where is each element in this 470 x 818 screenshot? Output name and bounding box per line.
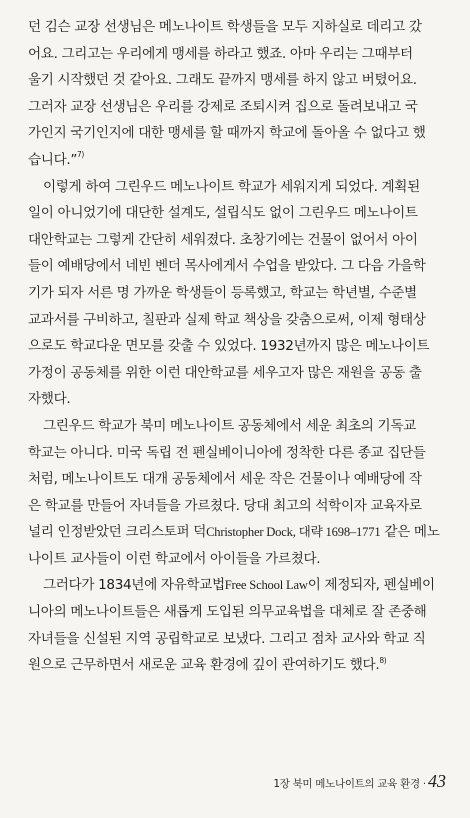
text-line [28,413,446,440]
text-line [28,626,446,653]
text-run: 가정이 공동체를 위한 이런 대안학교를 세우고자 많은 재원을 공동 출 [28,364,422,381]
text-run: 니아의 메노나이트들은 새롭게 도입된 의무교육법을 대체로 잘 존중해 [28,604,427,621]
text-line [28,280,446,307]
text-run: 자녀들을 신설된 지역 공립학교로 보냈다. 그리고 점차 교사와 학교 직 [28,630,426,647]
text-run: 가인지 국기인지에 대한 맹세를 할 때까지 학교에 돌아올 수 없다고 했 [28,125,426,142]
text-run: 들이 예배당에서 네빈 벤더 목사에게서 수업을 받았다. 그 다음 가을학 [28,258,426,275]
text-run: 기가 되자 서른 명 가까운 학생들이 등록했고, 학교는 학년별, 수준별 [28,284,417,301]
text-run: 그러다가 1834년에 자유학교법 [43,577,225,594]
page-number: 43 [428,771,446,791]
footnote-marker: 7) [77,150,85,160]
text-run: 원으로 근무하면서 새로운 교육 환경에 깊이 관여하기도 했다. [28,657,380,674]
text-line [28,120,446,147]
text-run: 이 제정되자, 펜실베이 [307,577,435,594]
text-run: 울기 시작했던 것 같아요. 그래도 끝까지 맹세를 하지 않고 버텼어요. [28,72,417,89]
text-run: 은 학교를 만들어 자녀들을 가르쳤다. 당대 최고의 석학이자 교육자로 [28,497,422,514]
text-run: 자했다. [28,391,71,408]
latin-gloss: Christopher Dock, 대략 1698–1771 [206,525,381,540]
text-line [28,333,446,360]
text-line [28,386,446,413]
text-line [28,41,446,68]
text-line [28,546,446,573]
text-run: 그린우드 학교가 북미 메노나이트 공동체에서 세운 최초의 기독교 [43,417,416,434]
text-line [28,440,446,467]
paragraph-free-school-law [28,572,446,678]
text-line [28,227,446,254]
paragraph-early-schools [28,413,446,573]
text-line [28,200,446,227]
paragraph-quote-end [28,14,446,174]
text-run: 일이 아니었기에 대단한 설계도, 설립식도 없이 그린우드 메노나이트 [28,205,418,222]
page-footer [273,771,446,792]
text-line [28,360,446,387]
text-run: 처럼, 메노나이트도 대개 공동체에서 세운 작은 건물이나 예배당에 작 [28,471,422,488]
running-head: 1장 북미 메노나이트의 교육 환경 [273,778,420,790]
text-line [28,599,446,626]
text-line [28,253,446,280]
text-run: 학교는 아니다. 미국 독립 전 펜실베이니아에 정착한 다른 종교 집단들 [28,444,426,461]
text-run: 던 김슨 교장 선생님은 메노나이트 학생들을 모두 지하실로 데리고 갔 [28,19,422,35]
running-head-separator: · [422,779,426,790]
text-run: 교과서를 구비하고, 칠판과 실제 학교 책상을 갖춤으로써, 이제 형태상 [28,311,426,328]
text-run: 나이트 교사들이 이런 학교에서 아이들을 가르쳤다. [28,550,321,567]
latin-gloss: Free School Law [224,578,308,593]
footnote-marker: 8) [379,655,387,665]
text-line [28,14,446,41]
paragraph-school-founding [28,174,446,413]
text-run: 대안학교는 그렇게 간단히 세워졌다. 초창기에는 건물이 없어서 아이 [28,231,418,248]
text-run: 습니다.” [28,151,78,168]
text-line [28,94,446,121]
text-line [28,174,446,201]
text-run: 같은 메노 [380,524,440,541]
text-line [28,572,446,599]
text-line [28,493,446,520]
text-line [28,466,446,493]
text-line [28,67,446,94]
text-line [28,519,446,546]
text-run: 이렇게 하여 그린우드 메노나이트 학교가 세워지게 되었다. 계획된 [43,178,420,195]
text-line [28,147,446,174]
text-run: 어요. 그리고는 우리에게 맹세를 하라고 했죠. 아마 우리는 그때부터 [28,45,413,62]
text-run: 그러자 교장 선생님은 우리를 강제로 조퇴시켜 집으로 돌려보내고 국 [28,98,418,115]
text-line [28,307,446,334]
text-run: 으로도 학교다운 면모를 갖출 수 있었다. 1932년까지 많은 메노나이트 [28,338,430,355]
text-run: 널리 인정받았던 크리스토퍼 덕 [28,524,207,541]
text-line [28,652,446,679]
page-body [28,14,446,679]
